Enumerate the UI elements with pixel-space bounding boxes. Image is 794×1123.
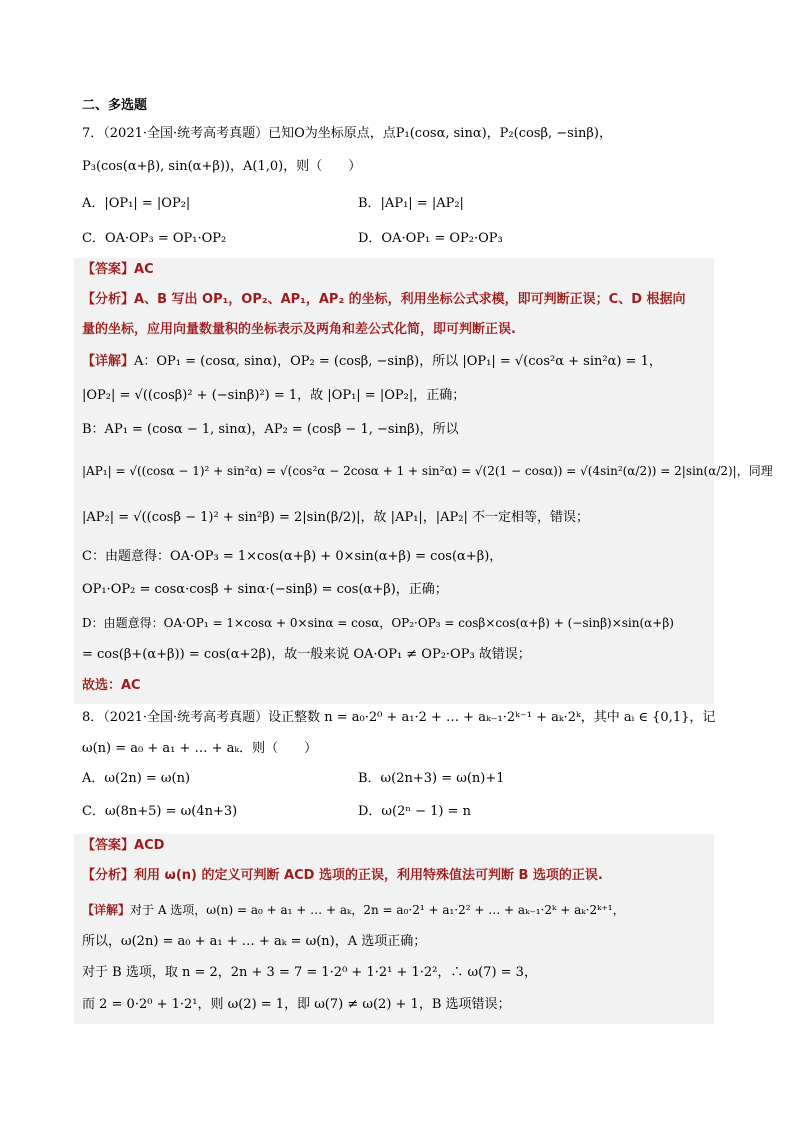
q8-detail-line-2: 所以，ω(2n) = a₀ + a₁ + … + aₖ = ω(n)，A 选项正确； (82, 934, 427, 949)
q7-analysis-tag: 【分析】 (82, 292, 135, 307)
section-heading: 二、多选题 (82, 98, 148, 113)
q7-detail-tag: 【详解】 (82, 354, 135, 369)
q7-analysis-line2 (82, 320, 516, 340)
q7-option-d: D．OA·OP₁ = OP₂·OP₃ (358, 231, 503, 246)
q7-detail-line-4: |AP₁| = √((cosα − 1)² + sin²α) = √(cos²α − 2cosα + 1 + sin²α) = √(2(1 − cosα)) = √(4sin²(α/2)) = 2|sin(α/2)|，同理 (82, 464, 773, 478)
q8-detail-row (82, 900, 625, 920)
q8-detail-tag: 【详解】 (82, 903, 131, 917)
q7-final-choice-text: 故选：AC (82, 678, 141, 693)
q7-detail-line-2: |OP₂| = √((cosβ)² + (−sinβ)²) = 1，故 |OP₁| = |OP₂|，正确； (82, 388, 466, 403)
q8-analysis-text: 利用 ω(n) 的定义可判断 ACD 选项的正误，利用特殊值法可判断 B 选项的正误. (134, 868, 603, 883)
q7-detail-row (82, 352, 662, 372)
q7-analysis-text2: 量的坐标，应用向量数量积的坐标表示及两角和差公式化简，即可判断正误. (82, 322, 516, 337)
q8-option-d: D．ω(2ⁿ − 1) = n (358, 804, 472, 819)
q8-stem-line1: 8．（2021·全国·统考高考真题）设正整数 n = a₀·2⁰ + a₁·2 + … + aₖ₋₁·2ᵏ⁻¹ + aₖ·2ᵏ，其中 aᵢ ∈ {0,1}，记 (82, 710, 716, 725)
q7-detail-line-5: |AP₂| = √((cosβ − 1)² + sin²β) = 2|sin(β/2)|，故 |AP₁|，|AP₂| 不一定相等，错误； (82, 510, 590, 525)
q7-stem-line2: P₃(cos(α+β), sin(α+β))，A(1,0)，则（ ） (82, 159, 362, 174)
q7-detail-line-3: B：AP₁ = (cosα − 1, sinα)，AP₂ = (cosβ − 1, −sinβ)，所以 (82, 422, 459, 437)
q7-detail-line-8: D：由题意得：OA·OP₁ = 1×cosα + 0×sinα = cosα，OP₂·OP₃ = cosβ×cos(α+β) + (−sinβ)×sin(α+β) (82, 616, 674, 630)
q7-detail-line-1: A：OP₁ = (cosα, sinα)，OP₂ = (cosβ, −sinβ)，所以 |OP₁| = √(cos²α + sin²α) = 1， (134, 354, 662, 369)
q7-option-b: B．|AP₁| = |AP₂| (358, 196, 464, 211)
q8-answer-row (82, 836, 164, 856)
q7-answer-value: AC (134, 262, 154, 277)
q7-answer-tag: 【答案】 (82, 262, 135, 277)
q8-option-c: C．ω(8n+5) = ω(4n+3) (82, 804, 238, 819)
q7-answer-row (82, 260, 154, 280)
q8-answer-value: ACD (134, 838, 165, 853)
q7-analysis-row (82, 290, 686, 310)
q7-stem-line1: 7．（2021·全国·统考高考真题）已知O为坐标原点，点P₁(cosα, sinα)，P₂(cosβ, −sinβ)， (82, 126, 612, 141)
q8-analysis-row (82, 866, 603, 886)
q8-stem-line2: ω(n) = a₀ + a₁ + … + aₖ．则（ ） (82, 741, 318, 756)
q8-option-a: A．ω(2n) = ω(n) (82, 771, 191, 786)
q8-detail-line-1: 对于 A 选项，ω(n) = a₀ + a₁ + … + aₖ，2n = a₀·2¹ + a₁·2² + … + aₖ₋₁·2ᵏ + aₖ·2ᵏ⁺¹， (130, 903, 625, 917)
q7-option-c: C．OA·OP₃ = OP₁·OP₂ (82, 231, 227, 246)
q7-detail-line-7: OP₁·OP₂ = cosα·cosβ + sinα·(−sinβ) = cos(α+β)，正确； (82, 582, 448, 597)
q7-detail-line-6: C：由题意得：OA·OP₃ = 1×cos(α+β) + 0×sin(α+β) = cos(α+β)， (82, 549, 503, 564)
q8-option-b: B．ω(2n+3) = ω(n)+1 (358, 771, 505, 786)
q7-option-a: A．|OP₁| = |OP₂| (82, 196, 191, 211)
q8-analysis-tag: 【分析】 (82, 868, 135, 883)
q7-analysis-line1: A、B 写出 OP₁，OP₂、AP₁，AP₂ 的坐标，利用坐标公式求模，即可判断正误；C、D 根据向 (134, 292, 686, 307)
q7-detail-line-9: = cos(β+(α+β)) = cos(α+2β)，故一般来说 OA·OP₁ ≠ OP₂·OP₃ 故错误； (82, 647, 531, 662)
q8-detail-line-3: 对于 B 选项，取 n = 2，2n + 3 = 7 = 1·2⁰ + 1·2¹ + 1·2²，∴ ω(7) = 3， (82, 965, 537, 980)
q8-answer-tag: 【答案】 (82, 838, 135, 853)
q7-final-choice (82, 676, 141, 696)
q8-detail-line-4: 而 2 = 0·2⁰ + 1·2¹，则 ω(2) = 1，即 ω(7) ≠ ω(2) + 1，B 选项错误； (82, 997, 511, 1012)
